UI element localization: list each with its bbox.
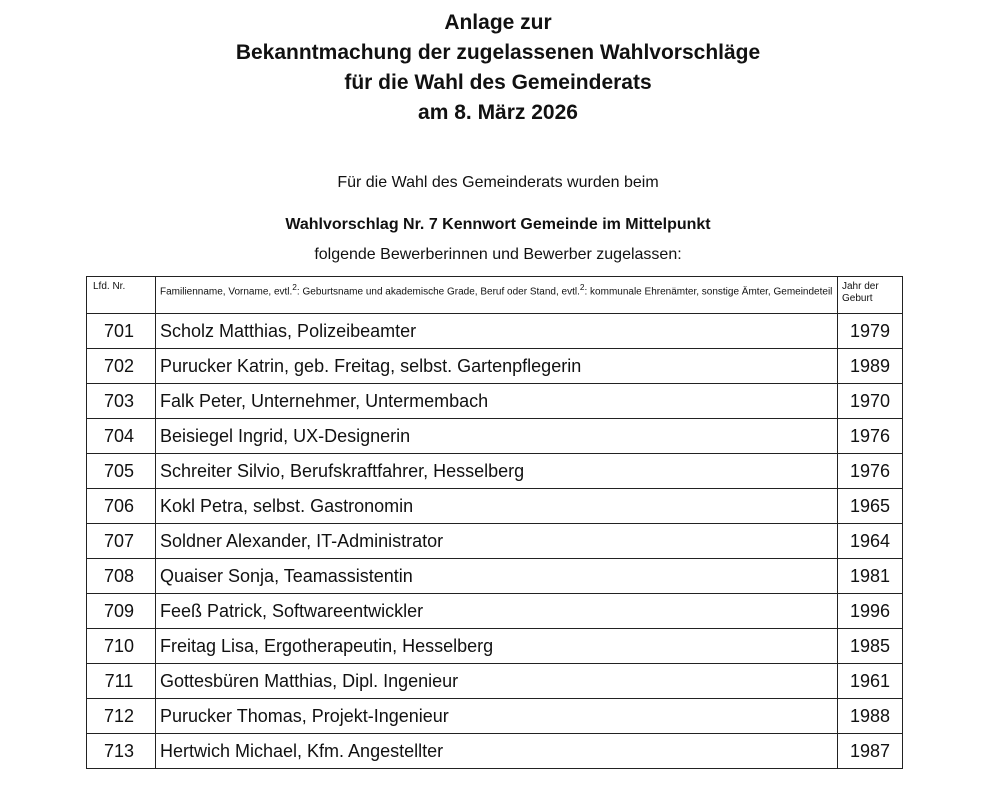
document-title-line-1: Anlage zur <box>444 11 552 34</box>
table-row <box>87 419 903 454</box>
birth-year: 1970 <box>838 384 903 419</box>
column-header-number: Lfd. Nr. <box>87 277 156 314</box>
column-header-name-part-1: Familienname, Vorname, evtl. <box>160 286 293 298</box>
birth-year: 1976 <box>838 419 903 454</box>
birth-year: 1964 <box>838 524 903 559</box>
column-header-birth-year: Jahr der Geburt <box>838 277 903 314</box>
intro-candidates-text: folgende Bewerberinnen und Bewerber zugelassen: <box>314 246 682 263</box>
birth-year: 1985 <box>838 629 903 664</box>
intro-text: Für die Wahl des Gemeinderats wurden beim <box>337 174 659 191</box>
table-row <box>87 454 903 489</box>
candidate-name: Purucker Thomas, Projekt-Ingenieur <box>156 699 838 734</box>
birth-year: 1988 <box>838 699 903 734</box>
candidate-number: 706 <box>87 489 156 524</box>
column-header-name-part-3: : kommunale Ehrenämter, sonstige Ämter, Gemeindeteil <box>584 286 833 298</box>
table-row <box>87 349 903 384</box>
table-row <box>87 734 903 769</box>
candidate-number: 702 <box>87 349 156 384</box>
table-row <box>87 559 903 594</box>
candidate-number: 703 <box>87 384 156 419</box>
birth-year: 1996 <box>838 594 903 629</box>
candidate-number: 710 <box>87 629 156 664</box>
candidate-name: Feeß Patrick, Softwareentwickler <box>156 594 838 629</box>
candidate-number: 705 <box>87 454 156 489</box>
column-header-name <box>156 277 838 314</box>
candidate-name: Falk Peter, Unternehmer, Untermembach <box>156 384 838 419</box>
nomination-title: Wahlvorschlag Nr. 7 Kennwort Gemeinde im Mittelpunkt <box>285 216 711 233</box>
column-header-name-part-2: : Geburtsname und akademische Grade, Beruf oder Stand, evtl. <box>296 286 580 298</box>
table-row <box>87 629 903 664</box>
candidate-name: Scholz Matthias, Polizeibeamter <box>156 314 838 349</box>
candidate-name: Hertwich Michael, Kfm. Angestellter <box>156 734 838 769</box>
candidate-number: 707 <box>87 524 156 559</box>
candidate-name: Beisiegel Ingrid, UX-Designerin <box>156 419 838 454</box>
candidate-name: Purucker Katrin, geb. Freitag, selbst. Gartenpflegerin <box>156 349 838 384</box>
candidate-name: Schreiter Silvio, Berufskraftfahrer, Hesselberg <box>156 454 838 489</box>
table-header-row <box>87 277 903 314</box>
document-title-line-4: am 8. März 2026 <box>418 101 578 124</box>
table-row <box>87 314 903 349</box>
birth-year: 1981 <box>838 559 903 594</box>
candidate-number: 701 <box>87 314 156 349</box>
footnote-marker: 2 <box>292 282 297 292</box>
candidate-number: 708 <box>87 559 156 594</box>
table-row <box>87 699 903 734</box>
birth-year: 1965 <box>838 489 903 524</box>
document-title-line-2: Bekanntmachung der zugelassenen Wahlvorschläge <box>235 41 761 64</box>
candidate-name: Freitag Lisa, Ergotherapeutin, Hesselberg <box>156 629 838 664</box>
table-row <box>87 489 903 524</box>
birth-year: 1979 <box>838 314 903 349</box>
candidate-number: 712 <box>87 699 156 734</box>
candidate-name: Gottesbüren Matthias, Dipl. Ingenieur <box>156 664 838 699</box>
table-row <box>87 524 903 559</box>
candidate-number: 709 <box>87 594 156 629</box>
document-title-line-3: für die Wahl des Gemeinderats <box>344 71 652 94</box>
table-row <box>87 384 903 419</box>
birth-year: 1961 <box>838 664 903 699</box>
birth-year: 1976 <box>838 454 903 489</box>
birth-year: 1987 <box>838 734 903 769</box>
candidate-name: Soldner Alexander, IT-Administrator <box>156 524 838 559</box>
candidate-name: Kokl Petra, selbst. Gastronomin <box>156 489 838 524</box>
table-row <box>87 594 903 629</box>
candidate-number: 704 <box>87 419 156 454</box>
footnote-marker: 2 <box>579 282 585 292</box>
birth-year: 1989 <box>838 349 903 384</box>
candidate-number: 713 <box>87 734 156 769</box>
candidate-name: Quaiser Sonja, Teamassistentin <box>156 559 838 594</box>
candidates-table <box>86 276 903 769</box>
candidate-number: 711 <box>87 664 156 699</box>
table-row <box>87 664 903 699</box>
